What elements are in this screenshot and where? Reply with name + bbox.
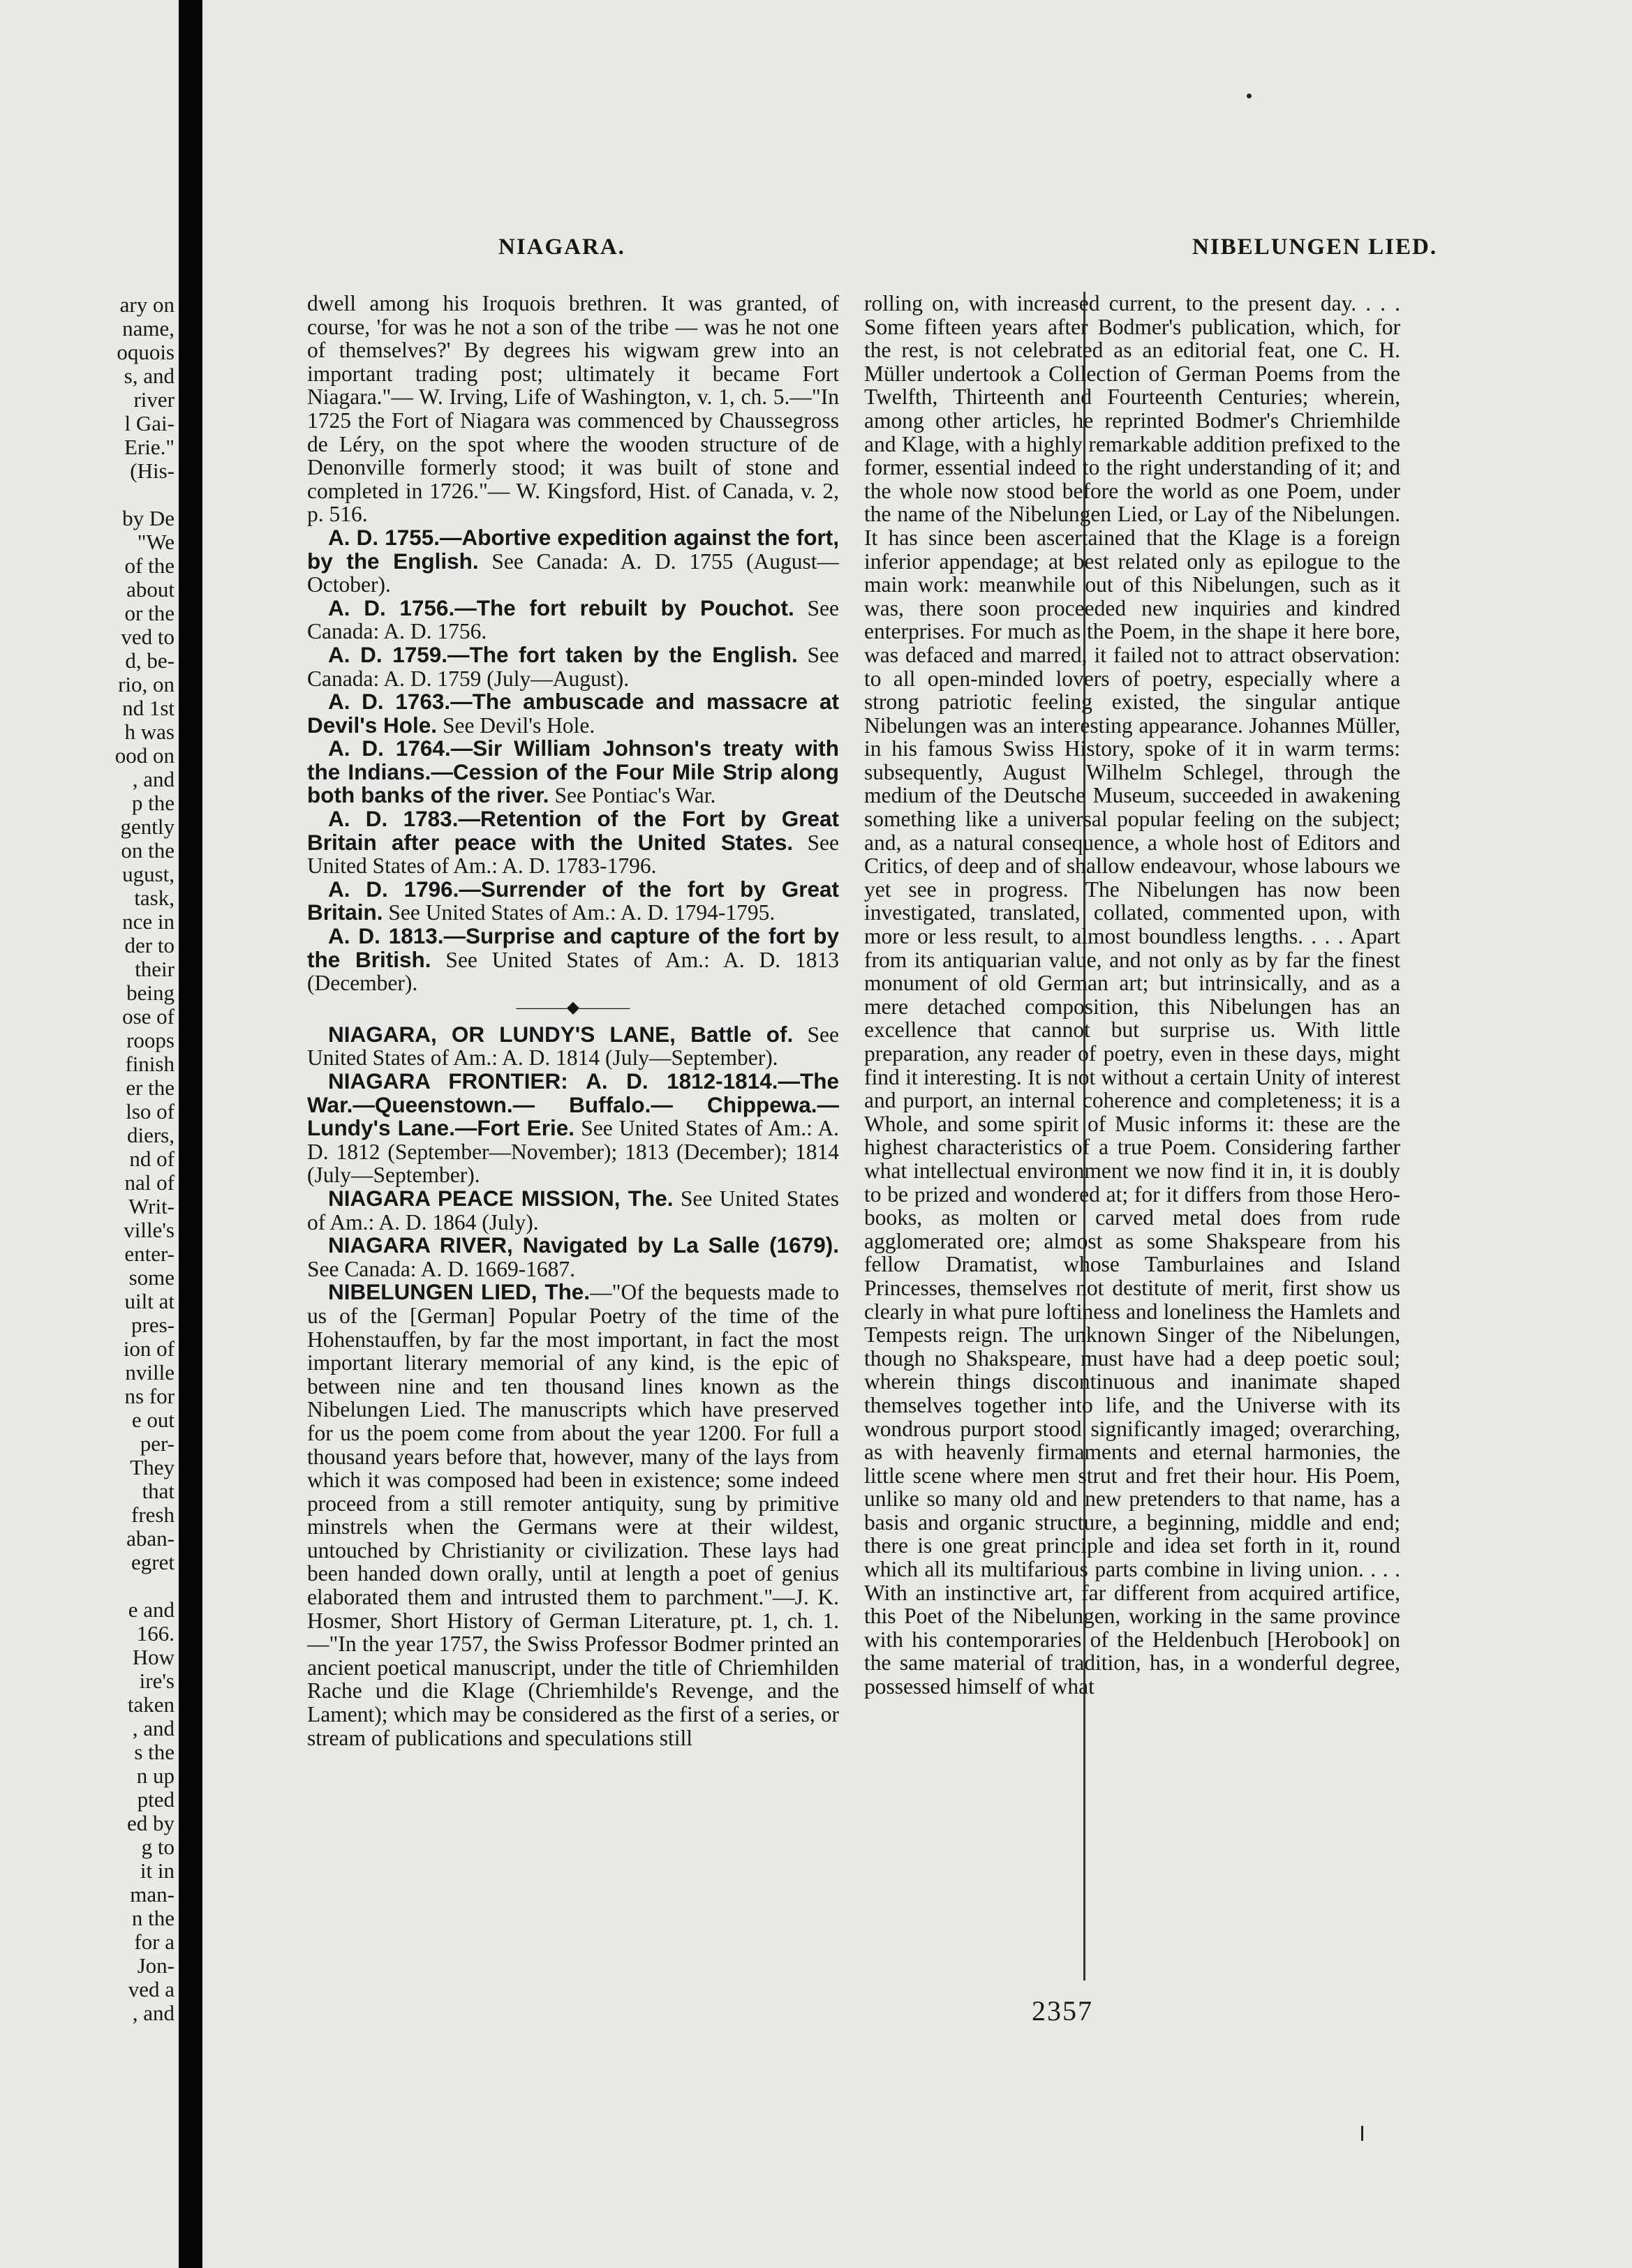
previous-page-fragment: man-: [130, 1882, 175, 1907]
previous-page-fragment: g to: [141, 1835, 175, 1859]
previous-page-edge: [0, 0, 179, 2268]
previous-page-fragment: ion of: [123, 1336, 175, 1361]
ink-speck: [1247, 94, 1252, 98]
subentry-reference: See Pontiac's War.: [554, 783, 716, 808]
previous-page-fragment: river: [133, 387, 175, 412]
previous-page-fragment: s, and: [124, 364, 175, 388]
index-entry: [307, 1234, 839, 1281]
subentry-heading: A. D. 1756.—The fort rebuilt by Pouchot.: [328, 595, 794, 620]
book-gutter: [179, 0, 202, 2268]
previous-page-fragment: rio, on: [118, 672, 175, 696]
previous-page-fragment: ood on: [114, 743, 175, 768]
previous-page-fragment: nd of: [129, 1147, 175, 1171]
previous-page-fragment: ary on: [119, 292, 175, 317]
previous-page-fragment: nd 1st: [122, 696, 175, 720]
previous-page-fragment: They: [130, 1455, 175, 1479]
page-number: 2357: [1032, 1995, 1093, 2027]
previous-page-fragment: gently: [120, 814, 175, 839]
previous-page-fragment: d, be-: [125, 648, 175, 673]
previous-page-fragment: that: [142, 1479, 175, 1503]
subentry: [307, 690, 839, 737]
previous-page-fragment: How: [132, 1645, 175, 1669]
previous-page-fragment: Erie.": [124, 435, 175, 459]
previous-page-fragment: finish: [125, 1052, 175, 1076]
subentry: [307, 807, 839, 878]
subentry-heading: A. D. 1783.—Retention of the Fort by Great Britain after peace with the United States.: [307, 806, 839, 855]
previous-page-fragment: ose of: [122, 1004, 175, 1029]
previous-page-fragment: per-: [140, 1431, 175, 1456]
previous-page-fragment: egret: [131, 1550, 175, 1574]
previous-page-fragment: nce in: [122, 909, 175, 934]
previous-page-fragment: being: [126, 980, 175, 1005]
index-entry: [307, 1070, 839, 1187]
previous-page-fragment: p the: [131, 791, 175, 815]
previous-page-fragment: nville: [125, 1360, 175, 1385]
previous-page-fragment: or the: [124, 601, 175, 625]
index-entry: [307, 1187, 839, 1234]
previous-page-fragment: s the: [134, 1740, 175, 1764]
subentry: [307, 526, 839, 597]
previous-page-fragment: pted: [137, 1787, 175, 1812]
previous-page-fragment: "We: [137, 530, 175, 554]
nibelungen-text: —"Of the bequests made to us of the [German] Popular Poetry of the time of the Hohenstauffen, by far the most important, in fact the most important literary memorial of any kind, is the epic of between nine and ten thousand lines known as the Nibelungen Lied. The manuscripts which have preserved for us the poem come from about the year 1200. For full a thousand years before that, however, many of the lays from which it was composed had been in existence; some indeed proceed from a still remoter antiquity, sung by primitive minstrels when the Germans were at their wildest, untouched by Christianity or civilization. These lays had been handed down orally, until at length a poet of genius elaborated them and intrusted them to parchment."—J. K. Hosmer, Short History of German Literature, pt. 1, ch. 1. —"In the year 1757, the Swiss Professor Bodmer printed an ancient poetical manuscript, under the title of Chriemhilden Rache und die Klage (Chriemhilde's Revenge, and the Lament); which may be considered as the first of a series, or stream of publications and speculations still: [307, 1280, 839, 1750]
entry-heading: NIAGARA, OR LUNDY'S LANE, Battle of.: [328, 1021, 794, 1047]
entry-reference: See Canada: A. D. 1669-1687.: [307, 1256, 576, 1281]
previous-page-fragment: of the: [124, 553, 175, 578]
entry-reference: See United States of Am.: A. D. 1814 (July—September).: [307, 1022, 839, 1070]
entry-heading: NIAGARA FRONTIER: A. D. 1812-1814.—The War.—Queenstown.— Buffalo.— Chippewa.—Lundy's Lane.—Fort Erie.: [307, 1068, 839, 1141]
subentry: [307, 737, 839, 807]
previous-page-fragment: taken: [127, 1692, 175, 1717]
entry-heading: NIAGARA RIVER, Navigated by La Salle (1679).: [328, 1232, 839, 1258]
previous-page-fragment: some: [128, 1265, 175, 1290]
right-column-text: rolling on, with increased current, to the present day. . . . Some fifteen years after Bodmer's publication, which, for the rest, is not celebrated as an editorial feat, one C. H. Müller undertook a Collection of German Poems from the Twelfth, Thirteenth and Fourteenth Centuries; wherein, among other articles, he reprinted Bodmer's Chriemhilde and Klage, with a highly remarkable addition prefixed to the former, essential indeed to the right understanding of it; and the whole now stood before the world as one Poem, under the name of the Nibelungen Lied, or Lay of the Nibelungen. It has since been ascertained that the Klage is a foreign inferior appendage; at best related only as epilogue to the main work: meanwhile out of this Nibelungen, such as it was, there soon proceeded new inquiries and kindred enterprises. For much as the Poem, in the shape it here bore, was defaced and marred, it failed not to attract observation: to all open-minded lovers of poetry, especially where a strong patriotic feeling existed, the singular antique Nibelungen was an interesting appearance. Johannes Müller, in his famous Swiss History, spoke of it in warm terms: subsequently, August Wilhelm Schlegel, through the medium of the Deutsche Museum, succeeded in awakening something like a universal popular feeling on the subject; and, as a natural consequence, a whole host of Editors and Critics, of deep and of shallow endeavour, whose labours we yet see in progress. The Nibelungen has now been investigated, translated, collated, commented upon, with more or less result, to almost boundless lengths. . . . Apart from its antiquarian value, and not only as by far the finest monument of old German art; but intrinsically, and as a mere detached composition, this Nibelungen has an excellence that cannot but surprise us. With little preparation, any reader of poetry, even in these days, might find it interesting. It is not without a certain Unity of interest and purport, an internal coherence and completeness; it is a Whole, and some spirit of Music informs it: these are the highest characteristics of a true Poem. Considering farther what intellectual environment we now find it in, it is doubly to be prized and wondered at; for it differs from those Hero-books, as molten or carved metal does from rude agglomerated ore; almost as some Shakspeare from his fellow Dramatist, whose Tamburlaines and Island Princesses, themselves not destitute of merit, first show us clearly in what pure loftiness and loneliness the Hamlets and Tempests reign. The unknown Singer of the Nibelungen, though no Shakspeare, must have had a deep poetic soul; wherein things discontinuous and inanimate shaped themselves together into life, and the Universe with its wondrous purport stood significantly imaged; overarching, as with heavenly firmaments and eternal harmonies, the little scene where men strut and fret their hour. His Poem, unlike so many old and new pretenders to that name, has a basis and organic structure, a beginning, middle and end; there is one great principle and idea set forth in it, round which all its multifarious parts combine in living union. . . . With an instinctive art, far different from acquired artifice, this Poet of the Nibelungen, working in the same province with his contemporaries of the Heldenbuch [Herobook] on the same material of tradition, has, in a wonderful degree, possessed himself of what: [864, 292, 1400, 1699]
subentry-reference: See Canada: A. D. 1759 (July—August).: [307, 642, 839, 691]
left-column: [307, 292, 839, 1980]
subentry-heading: A. D. 1764.—Sir William Johnson's treaty with the Indians.—Cession of the Four Mile Strip along both banks of the river.: [307, 736, 839, 808]
previous-page-fragment: (His-: [130, 458, 175, 483]
section-divider: ———◆———: [516, 998, 630, 1017]
intro-paragraph: dwell among his Iroquois brethren. It was granted, of course, 'for was he not a son of the tribe — was he not one of themselves?' By degrees his wigwam grew into an important trading post; ultimately it became Fort Niagara."— W. Irving, Life of Washington, v. 1, ch. 5.—"In 1725 the Fort of Niagara was commenced by Chaussegross de Léry, on the spot where the wooden structure of de Denonville formerly stood; it was built of stone and completed in 1726."— W. Kingsford, Hist. of Canada, v. 2, p. 516.: [307, 292, 839, 527]
entry-reference: See United States of Am.: A. D. 1812 (September—November); 1813 (December); 1814 (July—September).: [307, 1116, 839, 1188]
previous-page-fragment: ed by: [126, 1811, 175, 1835]
subentry-reference: See Devil's Hole.: [442, 713, 595, 738]
previous-page-fragment: e and: [128, 1597, 175, 1622]
previous-page-fragment: er the: [126, 1075, 175, 1100]
previous-page-fragment: 166.: [136, 1621, 175, 1646]
previous-page-fragment: by De: [122, 506, 175, 530]
previous-page-fragment: Writ-: [128, 1194, 175, 1218]
previous-page-fragment: roops: [126, 1028, 175, 1052]
previous-page-fragment: l Gai-: [124, 411, 175, 435]
subentry-heading: A. D. 1796.—Surrender of the fort by Great Britain.: [307, 876, 839, 925]
previous-page-fragment: oquois: [117, 340, 175, 364]
subentry-reference: See United States of Am.: A. D. 1783-1796.: [307, 830, 839, 879]
previous-page-fragment: lso of: [126, 1099, 175, 1124]
nibelungen-heading: NIBELUNGEN LIED, The.: [328, 1279, 591, 1305]
previous-page-fragment: name,: [122, 316, 175, 341]
previous-page-fragment: pres-: [131, 1313, 175, 1337]
previous-page-fragment: , and: [132, 2001, 175, 2025]
previous-page-fragment: uilt at: [124, 1289, 175, 1313]
subentry: [307, 878, 839, 925]
previous-page-fragment: der to: [124, 933, 175, 957]
subentry-heading: A. D. 1755.—Abortive expedition against the fort, by the English.: [307, 524, 839, 574]
subentry-list: [307, 526, 839, 995]
previous-page-fragment: about: [126, 577, 175, 602]
subentry: [307, 925, 839, 995]
book-page: [202, 0, 1632, 2268]
index-entry: [307, 1023, 839, 1070]
previous-page-fragment: Jon-: [137, 1953, 175, 1978]
previous-page-fragment: , and: [132, 1716, 175, 1740]
subentry-reference: See United States of Am.: A. D. 1794-1795.: [388, 900, 776, 925]
entry-heading: NIAGARA PEACE MISSION, The.: [328, 1185, 674, 1211]
previous-page-fragment: nal of: [124, 1170, 175, 1195]
subentry-reference: See Canada: A. D. 1755 (August—October).: [307, 549, 839, 597]
previous-page-fragment: fresh: [131, 1502, 175, 1527]
previous-page-fragment: ville's: [124, 1218, 175, 1242]
subentry-heading: A. D. 1759.—The fort taken by the English.: [328, 641, 798, 667]
previous-page-fragment: diers,: [126, 1123, 175, 1147]
previous-page-fragment: aban-: [126, 1526, 175, 1551]
previous-page-fragment: for a: [134, 1930, 175, 1954]
previous-page-fragment: ugust,: [122, 862, 175, 886]
entry-reference: See United States of Am.: A. D. 1864 (July).: [307, 1186, 839, 1234]
entry-list: [307, 1023, 839, 1281]
previous-page-fragment: their: [135, 957, 175, 981]
previous-page-fragment: it in: [140, 1858, 175, 1883]
previous-page-fragment: n up: [136, 1763, 175, 1788]
subentry: [307, 643, 839, 690]
previous-page-fragment: h was: [124, 719, 175, 744]
previous-page-fragment: n the: [131, 1906, 175, 1930]
subentry: [307, 597, 839, 643]
ink-mark: [1361, 2126, 1363, 2141]
previous-page-fragment: , and: [132, 767, 175, 791]
previous-page-fragment: ns for: [124, 1384, 175, 1408]
running-head-right: NIBELUNGEN LIED.: [1192, 234, 1438, 260]
subentry-reference: See United States of Am.: A. D. 1813 (December).: [307, 947, 839, 996]
nibelungen-entry: [307, 1281, 839, 1750]
previous-page-fragment: on the: [121, 838, 175, 863]
previous-page-fragment: e out: [131, 1408, 175, 1432]
previous-page-fragment: task,: [134, 886, 175, 910]
subentry-heading: A. D. 1813.—Surprise and capture of the fort by the British.: [307, 923, 839, 972]
previous-page-fragment: enter-: [124, 1241, 175, 1266]
subentry-reference: See Canada: A. D. 1756.: [307, 595, 839, 644]
previous-page-fragment: ire's: [139, 1669, 175, 1693]
running-head-left: NIAGARA.: [498, 234, 625, 260]
subentry-heading: A. D. 1763.—The ambuscade and massacre at Devil's Hole.: [307, 689, 839, 738]
right-column: [864, 292, 1400, 1980]
previous-page-fragment: ved a: [128, 1977, 175, 2001]
previous-page-fragment: ved to: [121, 625, 175, 649]
